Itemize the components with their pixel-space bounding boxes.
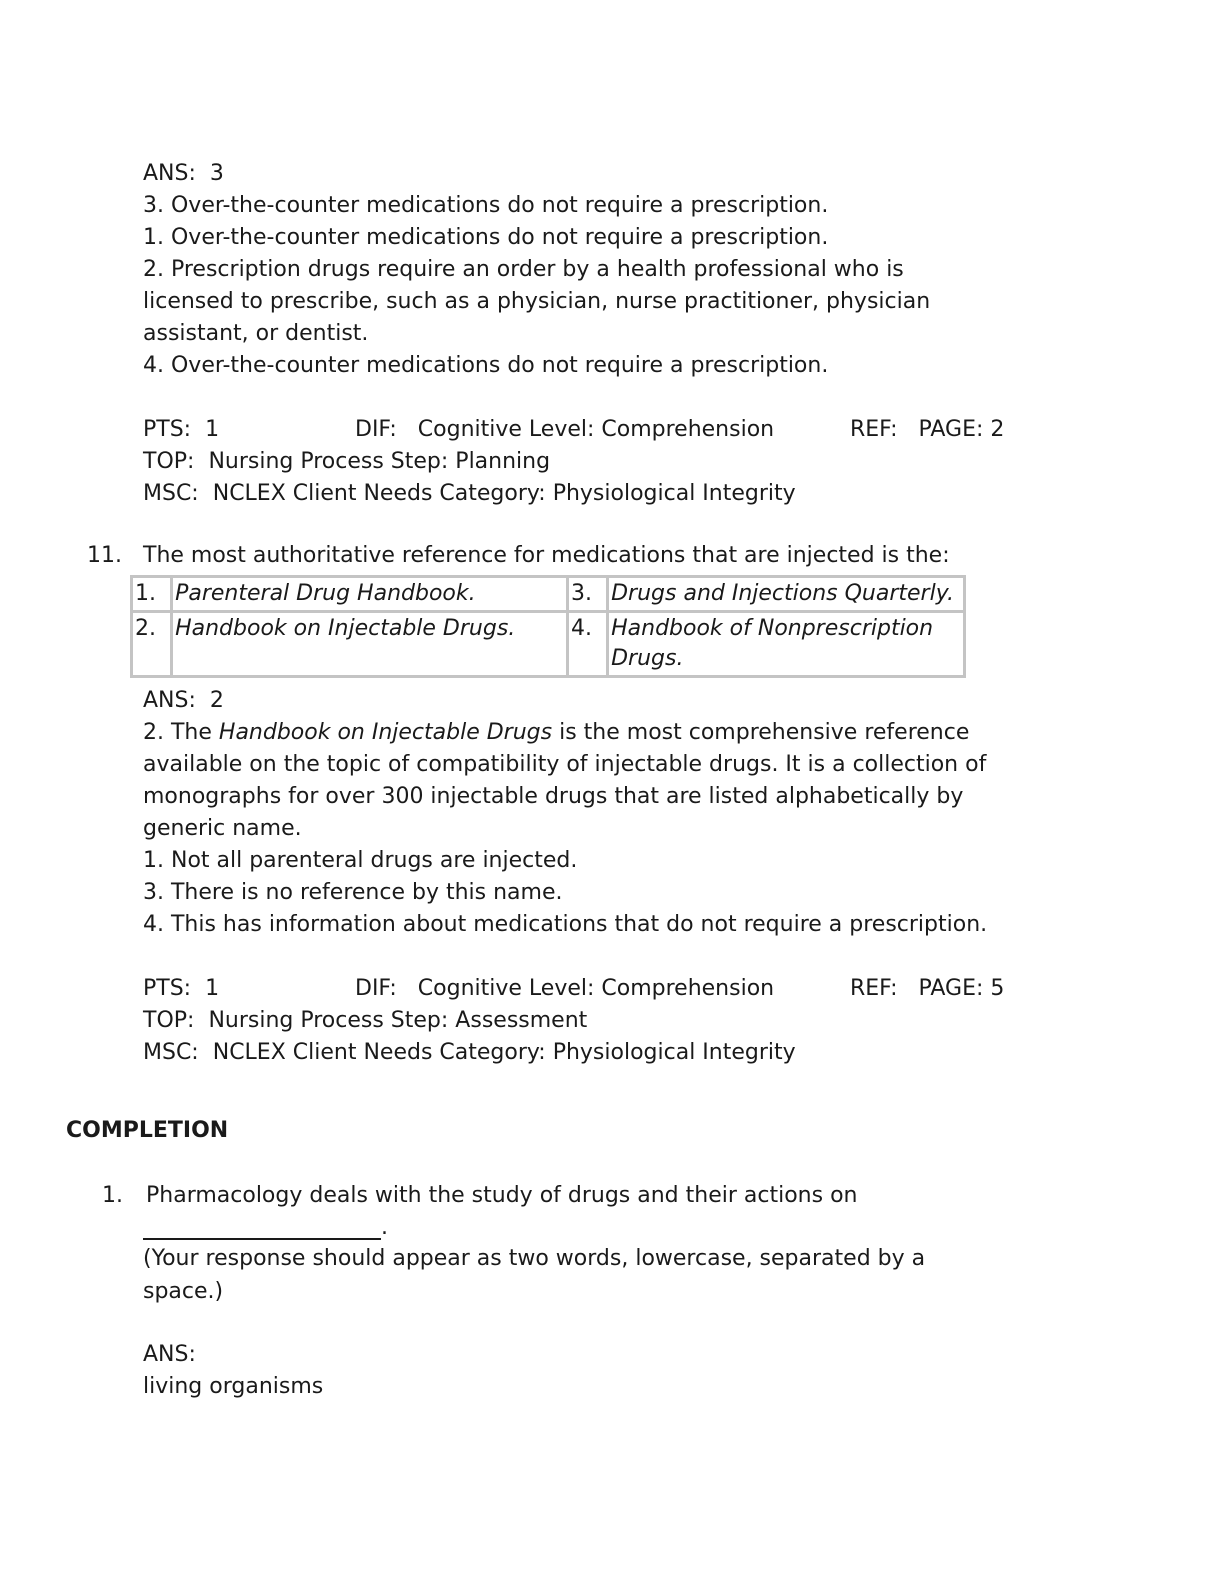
q10-dif-label: DIF:	[355, 417, 397, 442]
q10-answer	[143, 158, 224, 190]
q11-meta-pts	[143, 973, 219, 1005]
q10-rationale-line: 3. Over-the-counter medications do not require a prescription.	[143, 193, 829, 218]
choice-text: Handbook on Injectable Drugs.	[172, 612, 568, 677]
q10-rationale-line: assistant, or dentist.	[143, 321, 369, 346]
section-heading-completion: COMPLETION	[66, 1118, 229, 1143]
choice-row	[132, 612, 965, 677]
q10-rationale-line: 4. Over-the-counter medications do not require a prescription.	[143, 353, 829, 378]
q10-ans-value: 3	[209, 161, 224, 186]
choice-text: Parenteral Drug Handbook.	[172, 577, 568, 612]
q10-ref-label: REF:	[850, 417, 898, 442]
q11-rationale-line: generic name.	[143, 816, 302, 841]
q11-rationale-line: 3. There is no reference by this name.	[143, 880, 563, 905]
q10-ref-value: PAGE: 2	[918, 417, 1005, 442]
completion-stem: Pharmacology deals with the study of drugs and their actions on	[146, 1183, 858, 1208]
q11-meta-ref	[850, 973, 1004, 1005]
q10-meta-dif	[355, 414, 774, 446]
q11-pts-label: PTS:	[143, 976, 192, 1001]
q10-ans-label: ANS:	[143, 161, 196, 186]
choice-number: 3.	[568, 577, 608, 612]
q11-msc-label: MSC:	[143, 1040, 199, 1065]
q11-msc-value: NCLEX Client Needs Category: Physiological Integrity	[212, 1040, 796, 1065]
q10-meta-ref	[850, 414, 1004, 446]
q10-meta-pts	[143, 414, 219, 446]
q10-pts-value: 1	[205, 417, 220, 442]
q11-rationale-intro	[143, 717, 969, 749]
q11-choices-table	[130, 575, 966, 678]
choice-number: 4.	[568, 612, 608, 677]
completion-ans-value: living organisms	[143, 1374, 324, 1399]
q10-top-value: Nursing Process Step: Planning	[208, 449, 551, 474]
q11-rationale-book-title: Handbook on Injectable Drugs	[218, 720, 553, 745]
choice-row	[132, 577, 965, 612]
completion-instruction: space.)	[143, 1279, 224, 1304]
q11-ans-label: ANS:	[143, 688, 196, 713]
q11-rationale-line: monographs for over 300 injectable drugs that are listed alphabetically by	[143, 784, 964, 809]
completion-instruction: (Your response should appear as two words, lowercase, separated by a	[143, 1246, 926, 1271]
q10-rationale-line: 2. Prescription drugs require an order by a health professional who is	[143, 257, 904, 282]
q11-meta-dif	[355, 973, 774, 1005]
q11-rationale-suffix: is the most comprehensive reference	[552, 720, 970, 745]
q11-number: 11.	[87, 543, 122, 568]
q11-rationale-line: 1. Not all parenteral drugs are injected.	[143, 848, 578, 873]
q11-meta-top	[143, 1005, 587, 1037]
q11-top-value: Nursing Process Step: Assessment	[208, 1008, 588, 1033]
q11-rationale-line: 4. This has information about medications that do not require a prescription.	[143, 912, 988, 937]
choice-number: 1.	[132, 577, 172, 612]
q10-msc-value: NCLEX Client Needs Category: Physiological Integrity	[212, 481, 796, 506]
completion-ans-label: ANS:	[143, 1342, 196, 1367]
completion-blank-period: .	[381, 1215, 388, 1240]
q10-rationale-line: licensed to prescribe, such as a physician, nurse practitioner, physician	[143, 289, 931, 314]
choice-text: Handbook of Nonprescription Drugs.	[608, 612, 965, 677]
q10-msc-label: MSC:	[143, 481, 199, 506]
q11-rationale-prefix: 2. The	[143, 720, 219, 745]
q11-pts-value: 1	[205, 976, 220, 1001]
choice-text: Drugs and Injections Quarterly.	[608, 577, 965, 612]
q11-dif-value: Cognitive Level: Comprehension	[417, 976, 775, 1001]
q11-stem: The most authoritative reference for medications that are injected is the:	[143, 543, 950, 568]
q11-answer	[143, 685, 224, 717]
completion-number: 1.	[102, 1183, 123, 1208]
q11-ref-label: REF:	[850, 976, 898, 1001]
q11-ref-value: PAGE: 5	[918, 976, 1005, 1001]
choice-number: 2.	[132, 612, 172, 677]
q11-rationale-line: available on the topic of compatibility of injectable drugs. It is a collection of	[143, 752, 987, 777]
q11-dif-label: DIF:	[355, 976, 397, 1001]
q10-meta-top	[143, 446, 550, 478]
q10-pts-label: PTS:	[143, 417, 192, 442]
q10-rationale-line: 1. Over-the-counter medications do not require a prescription.	[143, 225, 829, 250]
q10-meta-msc	[143, 478, 796, 510]
q10-top-label: TOP:	[143, 449, 195, 474]
completion-answer-blank[interactable]	[143, 1238, 381, 1240]
q11-top-label: TOP:	[143, 1008, 195, 1033]
q10-dif-value: Cognitive Level: Comprehension	[417, 417, 775, 442]
q11-meta-msc	[143, 1037, 796, 1069]
q11-ans-value: 2	[209, 688, 224, 713]
